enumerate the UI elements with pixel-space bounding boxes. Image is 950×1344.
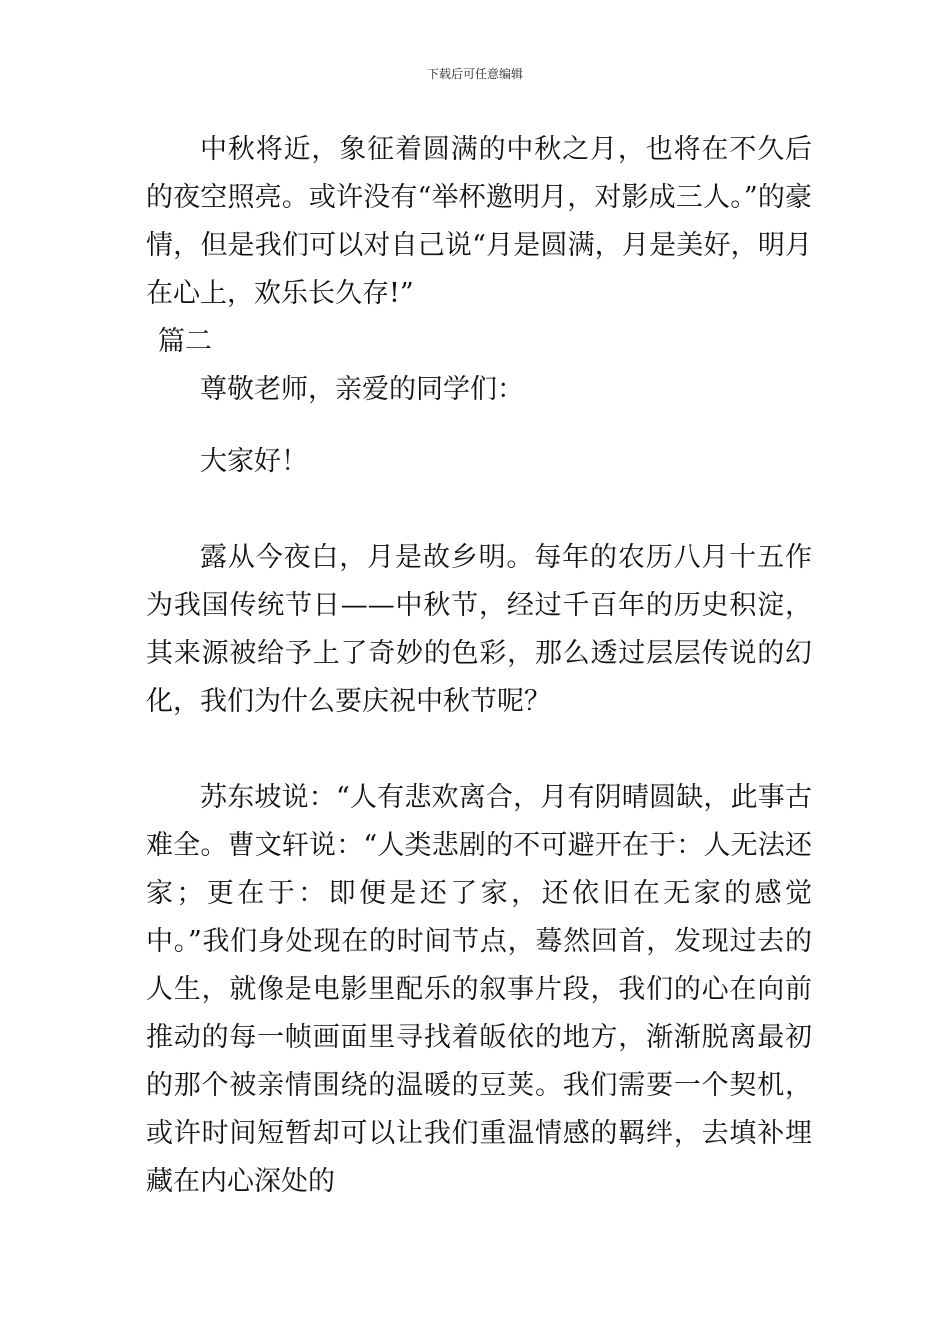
paragraph-festival-origin: 露从今夜白，月是故乡明。每年的农历八月十五作为我国传统节日——中秋节，经过千百年的历史积淀，其来源被给予上了奇妙的色彩，那么透过层层传说的幻化，我们为什么要庆祝中秋节呢？ [146, 542, 812, 717]
page-header-note: 下载后可任意编辑 [426, 67, 523, 81]
spacer [146, 486, 812, 534]
spacer [146, 726, 812, 774]
salutation: 尊敬老师，亲爱的同学们： [200, 374, 524, 405]
paragraph-mid-autumn-intro: 中秋将近，象征着圆满的中秋之月，也将在不久后的夜空照亮。或许没有“举杯邀明月，对影成三人。”的豪情，但是我们可以对自己说“月是圆满，月是美好，明月在心上，欢乐长久存!” [146, 134, 812, 309]
paragraph-quotes: 苏东坡说：“人有悲欢离合，月有阴晴圆缺，此事古难全。曹文轩说：“人类悲剧的不可避开在于：人无法还家；更在于：即便是还了家，还依旧在无家的感觉中。”我们身处现在的时间节点，蓦然回首，发现过去的人生，就像是电影里配乐的叙事片段，我们的心在向前推动的每一帧画面里寻找着皈依的地方，渐渐脱离最初的那个被亲情围绕的温暖的豆荚。我们需要一个契机，或许时间短暂却可以让我们重温情感的羁绊，去填补埋藏在内心深处的 [146, 782, 812, 1197]
spacer [146, 414, 812, 438]
section-title: 篇二 [158, 326, 212, 357]
greeting: 大家好！ [200, 446, 308, 477]
document-body [146, 126, 812, 1206]
